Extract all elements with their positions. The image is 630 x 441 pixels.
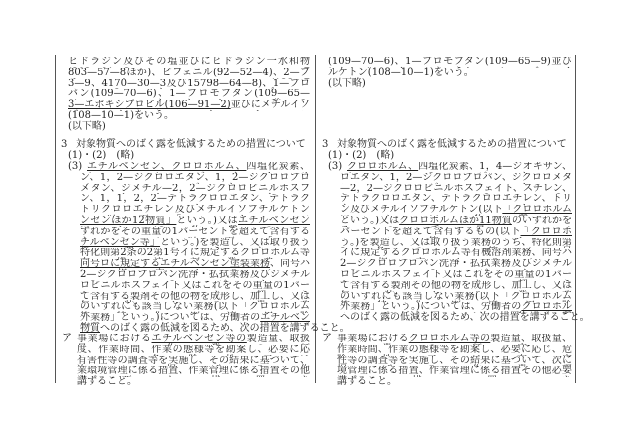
text-segment: 有害性等の調査等を実施し、その結果に基づいて、 [77, 355, 310, 366]
text-segment: へのばく露の低減を図るため、次の措置を講ずること。 [340, 312, 590, 324]
text-line [340, 205, 572, 216]
text-segment: トリクロロエチレン及びメチルイソブチルケトン [80, 205, 310, 216]
text-line [340, 281, 572, 292]
text-line [68, 89, 310, 100]
underlined-text: エチルベンゼン等の [151, 334, 247, 344]
text-segment: という。)又は [340, 215, 400, 226]
text-line [340, 173, 572, 184]
text-line [68, 79, 310, 90]
left-item-3-label: (3) [68, 161, 83, 172]
text-segment: て含有する製剤その他の物を成形し、加工し、又は [340, 280, 572, 291]
text-line [337, 345, 572, 356]
text-segment: 並びにメチルイソ [230, 100, 310, 111]
text-segment: テトラクロロエタン、テトラクロロエチレン、トリ [340, 194, 572, 205]
right-section-heading: 対象物質へのばく露を低減するための措置について [337, 139, 567, 150]
text-segment: 3—9、4170—30—3及び15798—64—8)、1—ブロ [68, 78, 310, 89]
text-line [337, 377, 572, 388]
underlined-text: 3—エポキシプロピル(106—91—2) [68, 100, 231, 111]
text-segment: 、同号ハ [269, 259, 310, 270]
text-line [80, 302, 310, 313]
text-line [337, 356, 572, 367]
left-section-number: 3 [61, 139, 68, 150]
text-line [80, 205, 310, 216]
text-segment: という。)又は [176, 215, 239, 226]
right-definition-text [328, 57, 572, 79]
text-line [80, 216, 310, 227]
text-segment: という。)を製造し、又は取り扱う [160, 237, 310, 248]
underlined-text: エチルベンゼン、クロロホルム、 [87, 162, 247, 172]
text-line [68, 57, 310, 68]
underlined-text: チルベンゼン等」 [80, 237, 161, 248]
text-segment: ロエタン、1，2—ジクロロプロパン、ジクロロメタ [340, 172, 572, 183]
text-segment: パン(109—70—6)、1—ブロモブタン(109—65— [68, 89, 310, 100]
text-segment: ロビニルホスフェイト又はこれをその重量の1パー [80, 280, 310, 291]
text-segment: 講ずること。 [77, 376, 137, 388]
text-line [77, 377, 310, 388]
text-segment: ン、1，2—ジクロロエタン、1，2—ジクロロプロ [80, 172, 310, 183]
text-segment: ルケトン(108—10—1)をいう。 [328, 66, 474, 78]
text-segment: 境管理に係る措置、作業管理に係る措置その他必要 [337, 366, 572, 377]
text-segment: イに規定するクロロホルム等有機溶剤業務、同号ハ [340, 248, 572, 259]
underlined-text: クロロホルム、 [347, 162, 419, 172]
text-segment: (108—10—1)をいう。 [68, 109, 174, 121]
underlined-text: クロロホルム等の [408, 334, 491, 344]
text-line [77, 356, 310, 367]
text-segment: メタン、ジメチル—2，2—ジクロロビニルホスフ [80, 183, 310, 194]
text-segment: 作業時間、作業の態様等を勘案し、必要に応じ、危 [337, 344, 572, 355]
left-omitted-note: (以下略) [68, 121, 106, 132]
text-line [80, 248, 310, 259]
text-line [87, 162, 310, 173]
text-line [80, 281, 310, 292]
text-segment: 特化則第2条の2第1号イに規定するクロロホルム等 [80, 248, 310, 259]
text-line [80, 184, 310, 195]
text-line [340, 292, 572, 303]
text-line [68, 68, 310, 79]
text-segment: 外業務」という。)については、労働者の [340, 302, 522, 313]
text-segment: 度、作業時間、作業の態様等を勘案し、必要に応 [77, 344, 310, 355]
text-segment: へのばく露の低減を図るため、次の措置を講ずること。 [100, 322, 350, 334]
text-segment: 外業務」という。)については、労働者の [80, 313, 261, 324]
text-line [77, 334, 310, 345]
text-line [340, 227, 572, 238]
text-line [80, 292, 310, 303]
underlined-text: クロロホル [521, 302, 572, 313]
text-segment: て含有する製剤その他の物を成形し、加工し、又は [80, 291, 310, 302]
text-segment: ヒドラジン及びその塩並びにヒドラジン一水和物 [68, 57, 310, 67]
text-segment: —2，2—ジクロロビニルホスフェイト、スチレン、 [340, 183, 572, 194]
text-segment: のいずれかを [511, 215, 572, 226]
text-line [80, 227, 310, 238]
text-segment: 性等の調査等を実施し、その結果に基づいて、次に [337, 355, 572, 366]
left-item-a-text [77, 345, 310, 388]
text-segment: (109—70—6)、1—ブロモブタン(109—65—9)並び [328, 57, 572, 67]
underlined-text: 物質 [80, 322, 100, 334]
text-line [347, 162, 572, 173]
right-item-3-label: (3) [328, 161, 343, 172]
right-omitted-note: (以下略) [328, 77, 366, 89]
underlined-text: 「クロロホ [520, 226, 572, 237]
text-segment: ン、1，1，2，2—テトラクロロエタン、テトラク [80, 194, 310, 205]
text-line [80, 238, 310, 249]
text-line [80, 173, 310, 184]
underlined-text: エチルベン [260, 313, 310, 324]
text-line [340, 312, 590, 324]
text-line [340, 184, 572, 195]
text-line [340, 238, 572, 249]
table-border-right [575, 55, 576, 383]
underlined-text: 同号ロに規定するエチルベンゼン塗装業務 [80, 259, 270, 270]
text-segment: ン及びメチルイソブチルケトン(以下 [340, 205, 503, 216]
left-definition-text [68, 57, 310, 122]
text-line [340, 216, 572, 227]
underlined-text: 「クロロホルム [502, 205, 572, 216]
text-line [80, 270, 310, 281]
text-segment: 業環境管理に係る措置、作業管理に係る措置その他 [77, 366, 310, 377]
left-item-3-first-line [87, 162, 310, 173]
right-item-3-text [340, 172, 590, 324]
left-item-a-first-line [77, 334, 310, 345]
right-item-a-text [337, 345, 572, 388]
left-section-heading: 対象物質へのばく露を低減するための措置について [76, 139, 306, 150]
text-line [80, 259, 310, 270]
text-segment: 事業場における [77, 334, 152, 344]
underlined-text: クロロホルムほか11物質 [399, 215, 512, 226]
left-item-3-text [80, 172, 350, 335]
right-subsections-omitted: (1)・(2) (略) [328, 150, 395, 161]
text-segment: 四塩化炭素、 [246, 162, 310, 172]
right-item-a-first-line [337, 334, 572, 345]
right-item-a-label: ア [322, 333, 332, 344]
text-line [340, 248, 572, 259]
text-segment: 製造量、取扱量、 [490, 334, 572, 344]
text-segment: 四塩化炭素、1，4—ジオキサン、 [418, 162, 572, 172]
underlined-text: ンゼンほか12物質」 [80, 215, 177, 226]
underlined-text: エチルベンゼン [238, 215, 310, 226]
text-line [337, 334, 572, 345]
text-line [340, 194, 572, 205]
text-line [77, 345, 310, 356]
text-segment: 2—ジクロロプロパン洗浄・払拭業務及びジメチル [80, 269, 310, 280]
text-segment: 2—ジクロロプロパン洗浄・払拭業務及びジメチル [340, 259, 572, 270]
right-item-3-first-line [347, 162, 572, 173]
text-line [340, 270, 572, 281]
text-line [328, 68, 572, 79]
right-section-number: 3 [322, 139, 329, 150]
text-segment: ずれかをその重量の1パーセントを超えて含有する [80, 226, 310, 237]
text-segment: パーセントを超えて含有するもの(以下 [340, 226, 521, 237]
text-segment: 講ずること。 [337, 376, 397, 388]
text-line [80, 194, 310, 205]
text-segment: のいずれにも該当しない業務(以下「クロロホルム [340, 291, 572, 302]
text-segment: 製造量、取扱 [246, 334, 310, 344]
left-item-a-label: ア [62, 333, 72, 344]
left-subsections-omitted: (1)・(2) (略) [68, 150, 135, 161]
text-segment: 事業場における [337, 334, 409, 344]
table-border-left [55, 55, 56, 383]
text-segment: 803—57—8ほか)、ビフェニル(92—52—4)、2—ブ [68, 67, 310, 78]
text-segment: のいずれにも該当しない業務(以下「クロロホルム [80, 302, 310, 313]
text-segment: う。)を製造し、又は取り扱う業務のうち、特化則第 [340, 237, 572, 248]
text-line [340, 259, 572, 270]
text-segment: ロビニルホスフェイト又はこれをその重量の1パー [340, 269, 572, 280]
